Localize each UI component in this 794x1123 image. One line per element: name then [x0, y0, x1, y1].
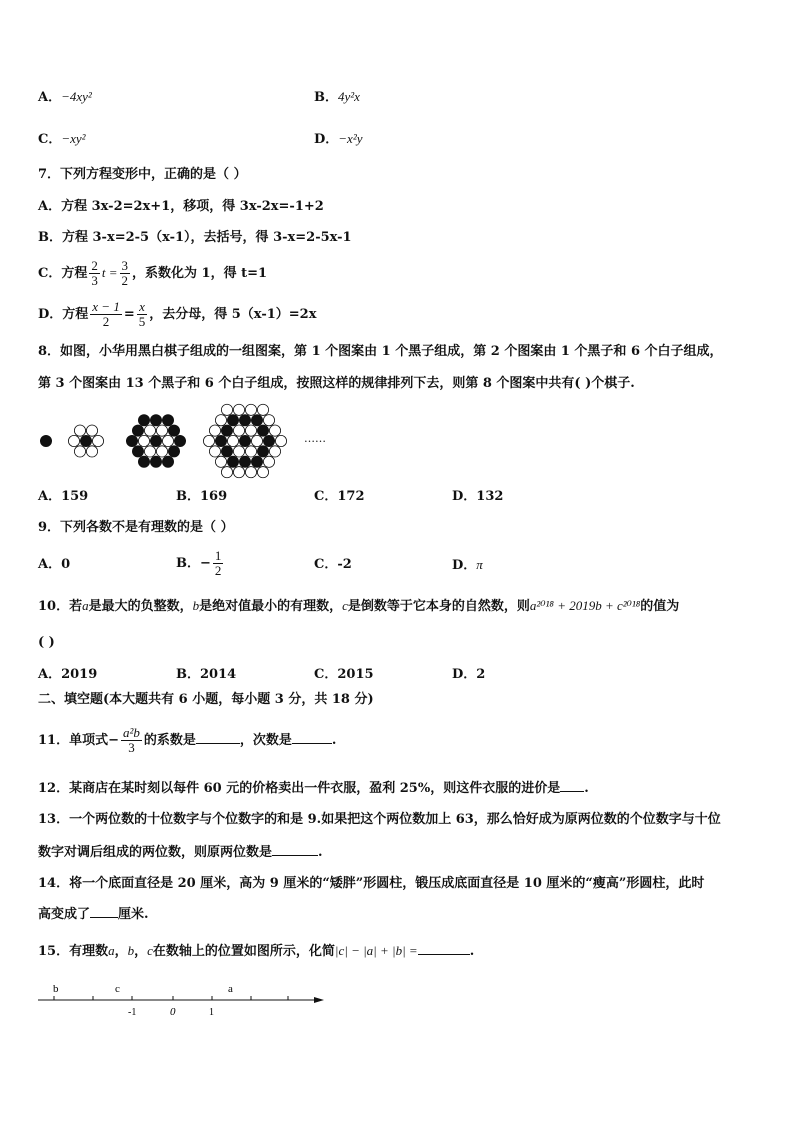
white-stone: [92, 435, 103, 446]
white-stone: [227, 435, 238, 446]
white-stone: [269, 446, 280, 457]
q7-stem: 7．下列方程变形中，正确的是（ ）: [38, 167, 247, 182]
white-stone: [233, 446, 244, 457]
q8-option-d: D．132: [452, 489, 504, 504]
black-stone: [221, 425, 232, 436]
white-stone: [86, 425, 97, 436]
black-stone: [227, 415, 238, 426]
q11-blank-degree[interactable]: [292, 731, 332, 744]
q15: 15．有理数a，b，c在数轴上的位置如图所示，化简|c| − |a| + |b| = .: [38, 943, 475, 959]
q6-option-c: C．−xy²: [38, 131, 86, 147]
q10-option-d: D．2: [452, 667, 486, 682]
q10-option-b: B．2014: [176, 667, 237, 682]
number-line-ticks: [54, 996, 288, 1000]
white-stone: [156, 446, 167, 457]
white-stone: [86, 446, 97, 457]
black-stone: [221, 446, 232, 457]
black-stone: [251, 415, 262, 426]
number-line-arrow: [314, 997, 324, 1003]
section-2-heading: 二、填空题(本大题共有 6 小题，每小题 3 分，共 18 分): [38, 692, 374, 707]
q13-line2: 数字对调后组成的两位数，则原两位数是 .: [38, 845, 323, 860]
q8-option-a: A．159: [38, 489, 89, 504]
black-stone: [168, 446, 179, 457]
white-stone: [74, 446, 85, 457]
black-stone: [150, 415, 161, 426]
white-stone: [221, 404, 232, 415]
black-stone: [174, 435, 185, 446]
white-stone: [245, 467, 256, 478]
q10-stem: 10．若a是最大的负整数，b是绝对值最小的有理数，c是倒数等于它本身的自然数，则a²⁰¹⁸ + 2019b + c²⁰¹⁸的值为: [38, 598, 680, 614]
q13-blank[interactable]: [272, 843, 318, 856]
tick-label-1: 1: [209, 1007, 214, 1018]
white-stone: [156, 425, 167, 436]
q15-blank[interactable]: [418, 942, 470, 955]
q6-option-b: B．4y²x: [314, 89, 360, 105]
black-stone: [150, 456, 161, 467]
q10-option-c: C．2015: [314, 667, 374, 682]
white-stone: [209, 446, 220, 457]
black-stone: [132, 425, 143, 436]
q9-option-a: A．0: [38, 557, 71, 572]
black-stone: [257, 446, 268, 457]
pattern-1: [40, 435, 51, 446]
white-stone: [144, 425, 155, 436]
white-stone: [251, 435, 262, 446]
q6-option-d: D．−x²y: [314, 131, 363, 147]
black-stone: [132, 446, 143, 457]
label-b: b: [53, 983, 59, 995]
label-c: c: [115, 983, 120, 995]
q8-line1: 8．如图，小华用黑白棋子组成的一组图案，第 1 个图案由 1 个黑子组成，第 2 个图案由 1 个黑子和 6 个白子组成，: [38, 344, 723, 359]
white-stone: [233, 425, 244, 436]
white-stone: [162, 435, 173, 446]
q9-stem: 9．下列各数不是有理数的是（ ）: [38, 520, 234, 535]
pattern-4: [203, 404, 286, 478]
pattern-3: [126, 415, 185, 468]
black-stone: [239, 415, 250, 426]
black-stone: [263, 435, 274, 446]
white-stone: [263, 415, 274, 426]
tick-label-0: 0: [170, 1006, 176, 1018]
white-stone: [257, 404, 268, 415]
black-stone: [168, 425, 179, 436]
white-stone: [215, 415, 226, 426]
q12-blank[interactable]: [560, 779, 584, 792]
white-stone: [209, 425, 220, 436]
q7-option-b: B．方程 3-x=2-5（x-1），去括号，得 3-x=2-5x-1: [38, 230, 352, 245]
q11-blank-coefficient[interactable]: [196, 731, 240, 744]
white-stone: [263, 456, 274, 467]
pattern-2: [68, 425, 103, 457]
black-stone: [239, 456, 250, 467]
white-stone: [215, 456, 226, 467]
q7-option-a: A．方程 3x-2=2x+1，移项，得 3x-2x=-1+2: [38, 199, 324, 214]
q9-option-c: C．-2: [314, 557, 352, 572]
q7-option-d: D．方程 $\frac{x - 1}{2}$ = $\frac{x}{5}$ ，去分母，得 5（x-1）=2x: [38, 299, 317, 329]
white-stone: [144, 446, 155, 457]
black-stone: [126, 435, 137, 446]
white-stone: [233, 467, 244, 478]
black-stone: [227, 456, 238, 467]
black-stone: [138, 456, 149, 467]
q11: 11．单项式− $\frac{\text{a²b}}{3}$ 的系数是 ，次数是 .: [38, 725, 337, 755]
white-stone: [245, 404, 256, 415]
black-stone: [80, 435, 91, 446]
q8-ellipsis: ……: [304, 432, 326, 445]
tick-label-neg1: -1: [128, 1007, 137, 1018]
label-a: a: [228, 983, 233, 995]
black-stone: [239, 435, 250, 446]
q14-line2: 高变成了 厘米.: [38, 907, 149, 922]
black-stone: [215, 435, 226, 446]
white-stone: [221, 467, 232, 478]
q13-line1: 13．一个两位数的十位数字与个位数字的和是 9.如果把这个两位数加上 63，那么恰好成为原两位数的个位数字与十位: [38, 812, 721, 827]
black-stone: [162, 456, 173, 467]
number-line-figure: [30, 978, 330, 1022]
black-stone: [138, 415, 149, 426]
q14-blank[interactable]: [90, 905, 118, 918]
white-stone: [68, 435, 79, 446]
q6-option-a: A．−4xy²: [38, 89, 92, 105]
white-stone: [138, 435, 149, 446]
black-stone: [257, 425, 268, 436]
q9-option-d: D．π: [452, 557, 483, 573]
q8-option-b: B．169: [176, 489, 228, 504]
q9-option-b: B．− $\frac{1}{2}$: [176, 548, 222, 578]
white-stone: [203, 435, 214, 446]
white-stone: [74, 425, 85, 436]
black-stone: [162, 415, 173, 426]
q7-option-c: C．方程 $\frac{2}{3}$ t = $\frac{3}{2}$ ，系数化为 1，得 t=1: [38, 258, 268, 288]
white-stone: [257, 467, 268, 478]
white-stone: [245, 425, 256, 436]
q8-line2: 第 3 个图案由 13 个黑子和 6 个白子组成，按照这样的规律排列下去，则第 8 个图案中共有( )个棋子.: [38, 376, 635, 391]
white-stone: [275, 435, 286, 446]
q12: 12．某商店在某时刻以每件 60 元的价格卖出一件衣服，盈利 25%，则这件衣服的进价是 .: [38, 781, 589, 796]
white-stone: [269, 425, 280, 436]
white-stone: [245, 446, 256, 457]
q10-option-a: A．2019: [38, 667, 98, 682]
q14-line1: 14．将一个底面直径是 20 厘米，高为 9 厘米的“矮胖”形圆柱，锻压成底面直径是 10 厘米的“瘦高”形圆柱，此时: [38, 876, 705, 891]
q10-paren: ( ): [38, 635, 55, 650]
black-stone: [40, 435, 51, 446]
black-stone: [251, 456, 262, 467]
black-stone: [150, 435, 161, 446]
q8-option-c: C．172: [314, 489, 365, 504]
white-stone: [233, 404, 244, 415]
q8-pattern-figure: [30, 396, 350, 482]
